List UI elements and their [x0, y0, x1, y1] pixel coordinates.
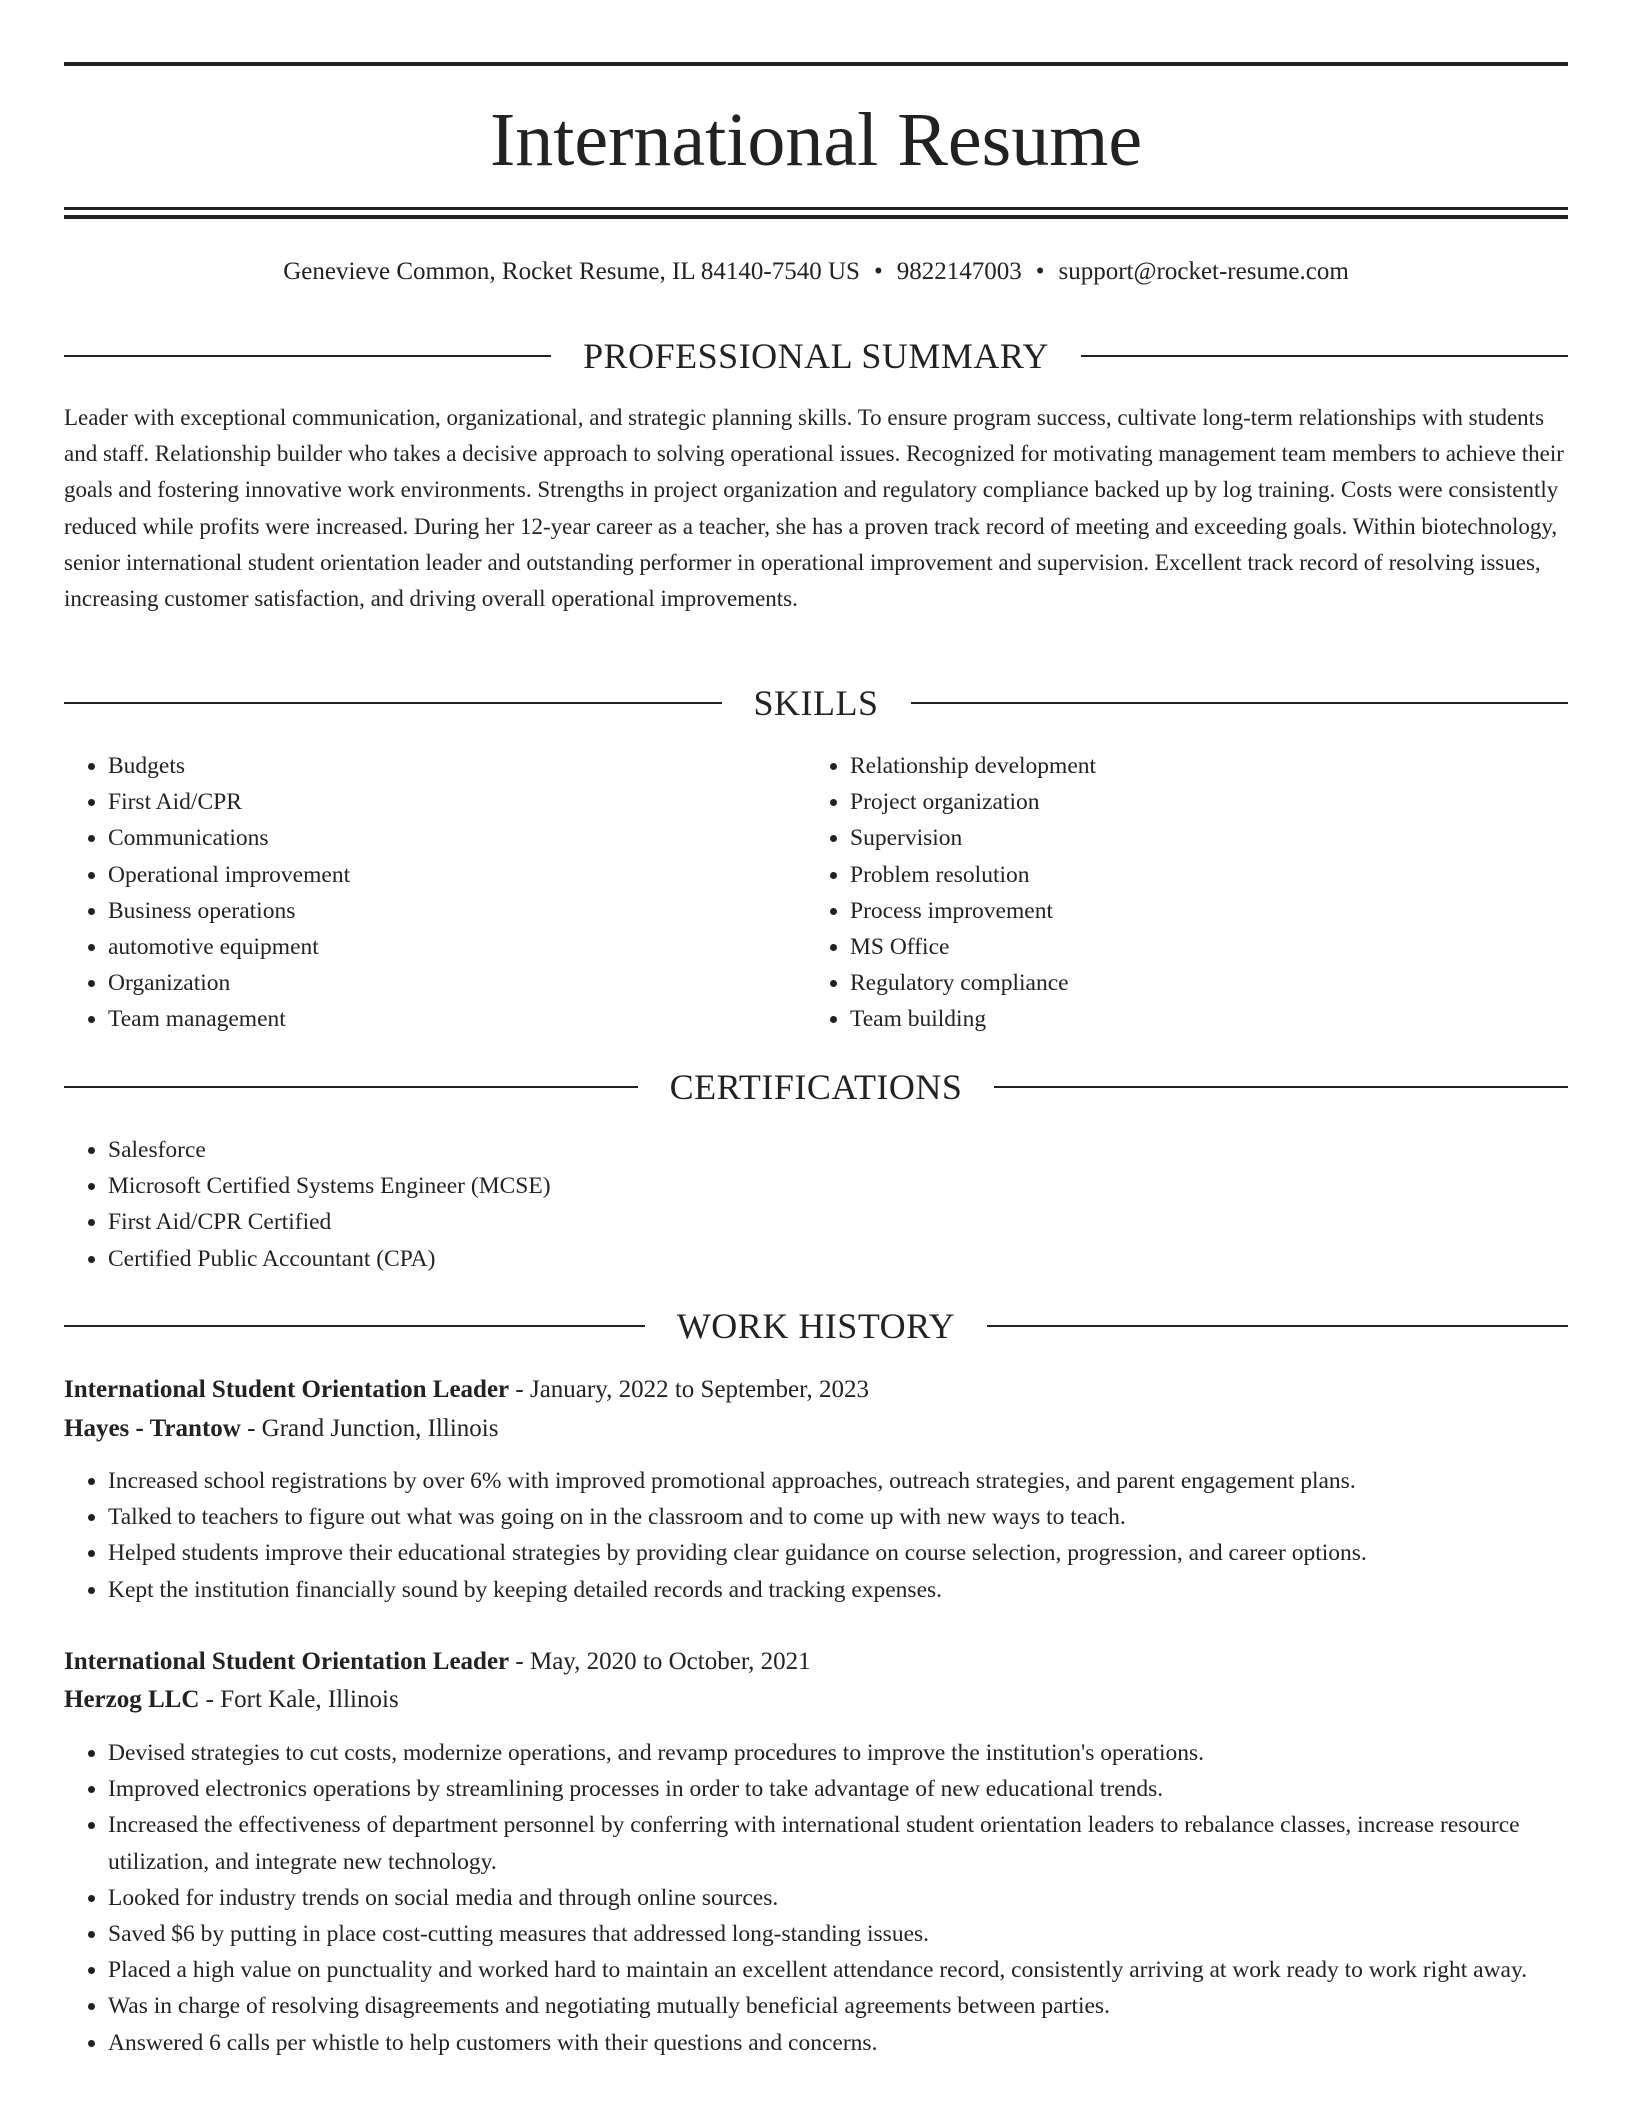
title-underline-thick: [64, 215, 1568, 219]
job-bullet: • Talked to teachers to figure out what was going on in the classroom and to come up with new ways to teach.: [108, 1499, 1568, 1535]
job-bullet-list: [64, 1463, 1568, 1608]
job-location: - Fort Kale, Illinois: [205, 1686, 399, 1713]
certifications-heading: [64, 1065, 1568, 1109]
job-bullet: • Increased the effectiveness of department personnel by conferring with international student orientation leaders to rebalance classes, increase resource utilization, and integrate new technology.: [108, 1807, 1568, 1879]
certification-item: • Microsoft Certified Systems Engineer (MCSE): [108, 1168, 1568, 1204]
job-bullet: • Answered 6 calls per whistle to help customers with their questions and concerns.: [108, 2025, 1568, 2061]
skill-item: • Communications: [108, 820, 804, 856]
skills-heading: [64, 681, 1568, 725]
job-dates: - May, 2020 to October, 2021: [515, 1648, 811, 1675]
job-dates: - January, 2022 to September, 2023: [515, 1376, 869, 1403]
resume-title: International Resume: [489, 98, 1143, 182]
certification-item: • Salesforce: [108, 1132, 1568, 1168]
heading-rule-right: [911, 702, 1569, 704]
job-title-line: [64, 1643, 1568, 1681]
job-bullet: • Devised strategies to cut costs, modernize operations, and revamp procedures to improve the institution's operations.: [108, 1735, 1568, 1771]
job-title: International Student Orientation Leader: [64, 1376, 510, 1403]
job-company-line: [64, 1410, 1568, 1448]
job-responsibilities: [64, 1463, 1568, 1608]
job-bullet: • Improved electronics operations by streamlining processes in order to take advantage of new educational trends.: [108, 1771, 1568, 1807]
heading-rule-right: [987, 1325, 1568, 1327]
contact-separator: •: [1035, 258, 1045, 285]
job-responsibilities: [64, 1735, 1568, 2061]
certifications-list: [64, 1132, 1568, 1277]
job-bullet: • Was in charge of resolving disagreements and negotiating mutually beneficial agreements between parties.: [108, 1988, 1568, 2024]
job-bullet: • Saved $6 by putting in place cost-cutting measures that addressed long-standing issues.: [108, 1916, 1568, 1952]
heading-rule-right: [1081, 355, 1568, 357]
skill-item: • First Aid/CPR: [108, 784, 804, 820]
skill-item: • Operational improvement: [108, 857, 804, 893]
heading-rule-left: [64, 355, 551, 357]
skill-item: • automotive equipment: [108, 929, 804, 965]
heading-rule-left: [64, 1325, 645, 1327]
certification-item: • Certified Public Accountant (CPA): [108, 1241, 1568, 1277]
heading-rule-left: [64, 702, 722, 704]
skill-item: • Regulatory compliance: [850, 965, 1546, 1001]
skill-item: • Process improvement: [850, 893, 1546, 929]
heading-rule-right: [994, 1086, 1568, 1088]
skill-item: • Problem resolution: [850, 857, 1546, 893]
job-bullet: • Increased school registrations by over 6% with improved promotional approaches, outreach strategies, and parent engagement plans.: [108, 1463, 1568, 1499]
skills-column-left: [64, 748, 804, 1038]
skills-column-right: [806, 748, 1546, 1038]
work-history-heading-label: WORK HISTORY: [676, 1306, 956, 1346]
summary-text: Leader with exceptional communication, organizational, and strategic planning skills. To ensure program success, cultivate long-term relationships with students and staff. Relationship builder who takes a decisive approach to solving operational issues. Recognized for motivating management team members to achieve their goals and fostering innovative work environments. Strengths in project organization and regulatory compliance backed up by log training. Costs were consistently reduced while profits were increased. During her 12-year career as a teacher, she has a proven track record of meeting and exceeding goals. Within biotechnology, senior international student orientation leader and outstanding performer in operational improvement and supervision. Excellent track record of resolving issues, increasing customer satisfaction, and driving overall operational improvements.: [64, 405, 1564, 612]
summary-heading: [64, 334, 1568, 378]
job-company: Hayes - Trantow: [64, 1415, 241, 1442]
job-bullet: • Helped students improve their educational strategies by providing clear guidance on course selection, progression, and career options.: [108, 1535, 1568, 1571]
skill-item: • Team management: [108, 1001, 804, 1037]
contact-address: Genevieve Common, Rocket Resume, IL 84140-7540 US: [283, 258, 860, 285]
job-bullet: • Looked for industry trends on social media and through online sources.: [108, 1880, 1568, 1916]
job-company: Herzog LLC: [64, 1686, 200, 1713]
skill-item: • Relationship development: [850, 748, 1546, 784]
title-underline-thin: [64, 207, 1568, 210]
contact-line: [64, 254, 1568, 290]
certifications-block: [64, 1132, 1568, 1277]
job-bullet: • Placed a high value on punctuality and worked hard to maintain an excellent attendance record, consistently arriving at work ready to work right away.: [108, 1952, 1568, 1988]
heading-rule-left: [64, 1086, 638, 1088]
contact-phone: 9822147003: [896, 258, 1022, 285]
skill-item: • Budgets: [108, 748, 804, 784]
certification-item: • First Aid/CPR Certified: [108, 1204, 1568, 1240]
work-history-heading: [64, 1304, 1568, 1348]
summary-heading-label: PROFESSIONAL SUMMARY: [583, 336, 1049, 376]
skill-item: • Supervision: [850, 820, 1546, 856]
skill-item: • Project organization: [850, 784, 1546, 820]
job-bullet: • Kept the institution financially sound by keeping detailed records and tracking expenses.: [108, 1572, 1568, 1608]
skill-item: • MS Office: [850, 929, 1546, 965]
job-bullet-list: [64, 1735, 1568, 2061]
skills-list-right: [806, 748, 1546, 1038]
top-rule: [64, 62, 1568, 66]
skills-heading-label: SKILLS: [753, 683, 879, 723]
skills-list-left: [64, 748, 804, 1038]
skill-item: • Team building: [850, 1001, 1546, 1037]
job-title-line: [64, 1371, 1568, 1409]
job-company-line: [64, 1681, 1568, 1719]
job-title: International Student Orientation Leader: [64, 1648, 510, 1675]
skill-item: • Organization: [108, 965, 804, 1001]
certifications-heading-label: CERTIFICATIONS: [669, 1067, 963, 1107]
job-location: - Grand Junction, Illinois: [247, 1415, 499, 1442]
skill-item: • Business operations: [108, 893, 804, 929]
contact-email: support@rocket-resume.com: [1058, 258, 1349, 285]
contact-separator: •: [873, 258, 883, 285]
